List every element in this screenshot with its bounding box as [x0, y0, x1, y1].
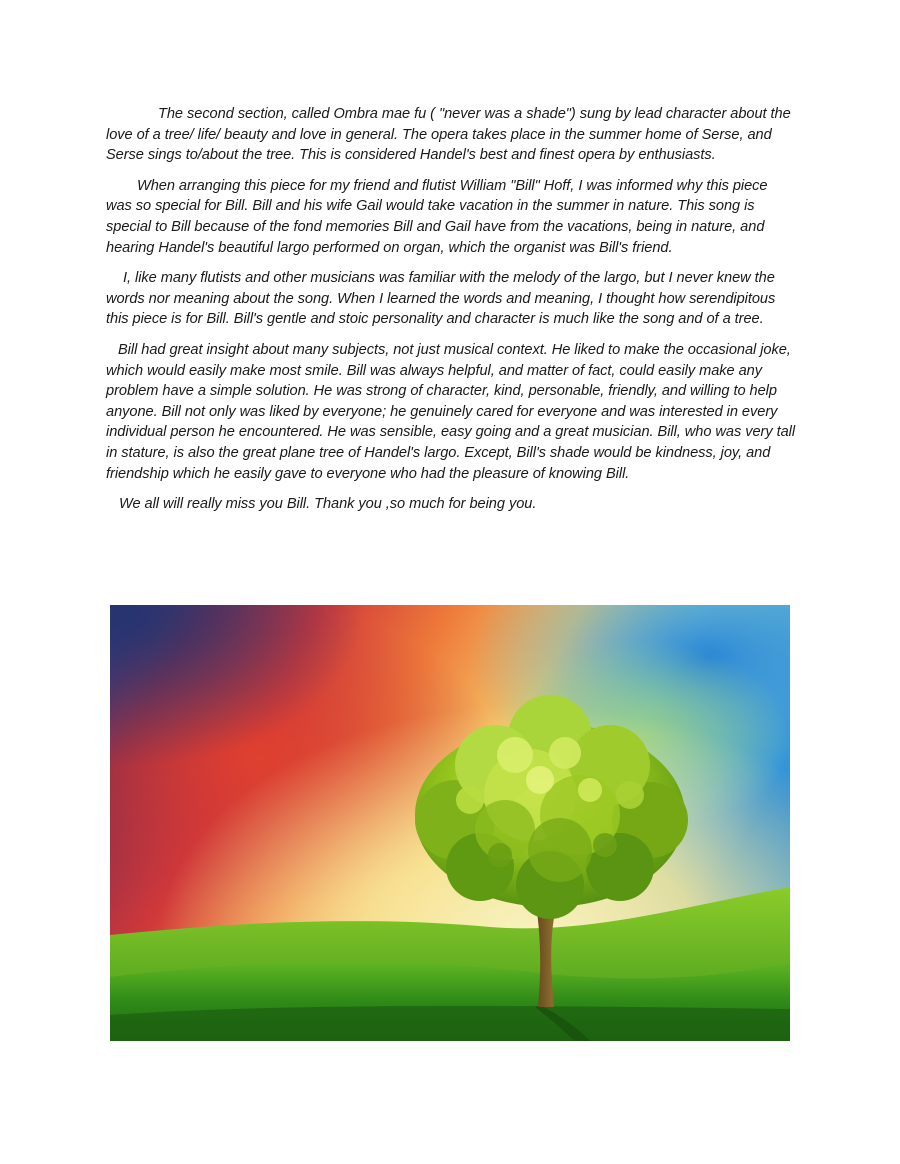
paragraph-ombra-mai-fu: The second section, called Ombra mae fu ( "never was a shade") sung by lead character about the love of a tree/ life/ beauty and love in general. The opera takes place in the summer home of Serse, and Serse sings to/about the tree. This is considered Handel's best and finest opera by enthusiasts. [106, 106, 791, 164]
paragraph-arranging-for-bill: When arranging this piece for my friend and flutist William "Bill" Hoff, I was informed why this piece was so special for Bill. Bill and his wife Gail would take vacation in the summer in nature. This song is special to Bill because of the fond memories Bill and Gail have from the vacations, being in nature, and hearing Handel's beautiful largo performed on organ, which the organist was Bill's friend. [106, 177, 768, 256]
paragraph-about-bill: Bill had great insight about many subjects, not just musical context. He liked to make the occasional joke, which would easily make most smile. Bill was always helpful, and matter of fact, could easily make any problem have a simple solution. He was strong of character, kind, personable, friendly, and willing to help anyone. Bill not only was liked by everyone; he genuinely cared for everyone and was interested in every individual person he encountered. He was sensible, easy going and a great musician. Bill, who was very tall in stature, is also the great plane tree of Handel's largo. Except, Bill's shade would be kindness, joy, and friendship which he easily gave to everyone who had the pleasure of knowing Bill. [106, 341, 796, 482]
paragraph-meaning-of-song: I, like many flutists and other musicians was familiar with the melody of the largo, but I never knew the words nor meaning about the song. When I learned the words and meaning, I thought how serendipitous this piece is for Bill. Bill's gentle and stoic personality and character is much like the song and of a tree. [106, 270, 776, 328]
body-text [106, 104, 796, 525]
tree-painting-image [110, 605, 790, 1041]
tree-painting [110, 605, 790, 1041]
paragraph-farewell: We all will really miss you Bill. Thank you ,so much for being you. [119, 496, 537, 513]
